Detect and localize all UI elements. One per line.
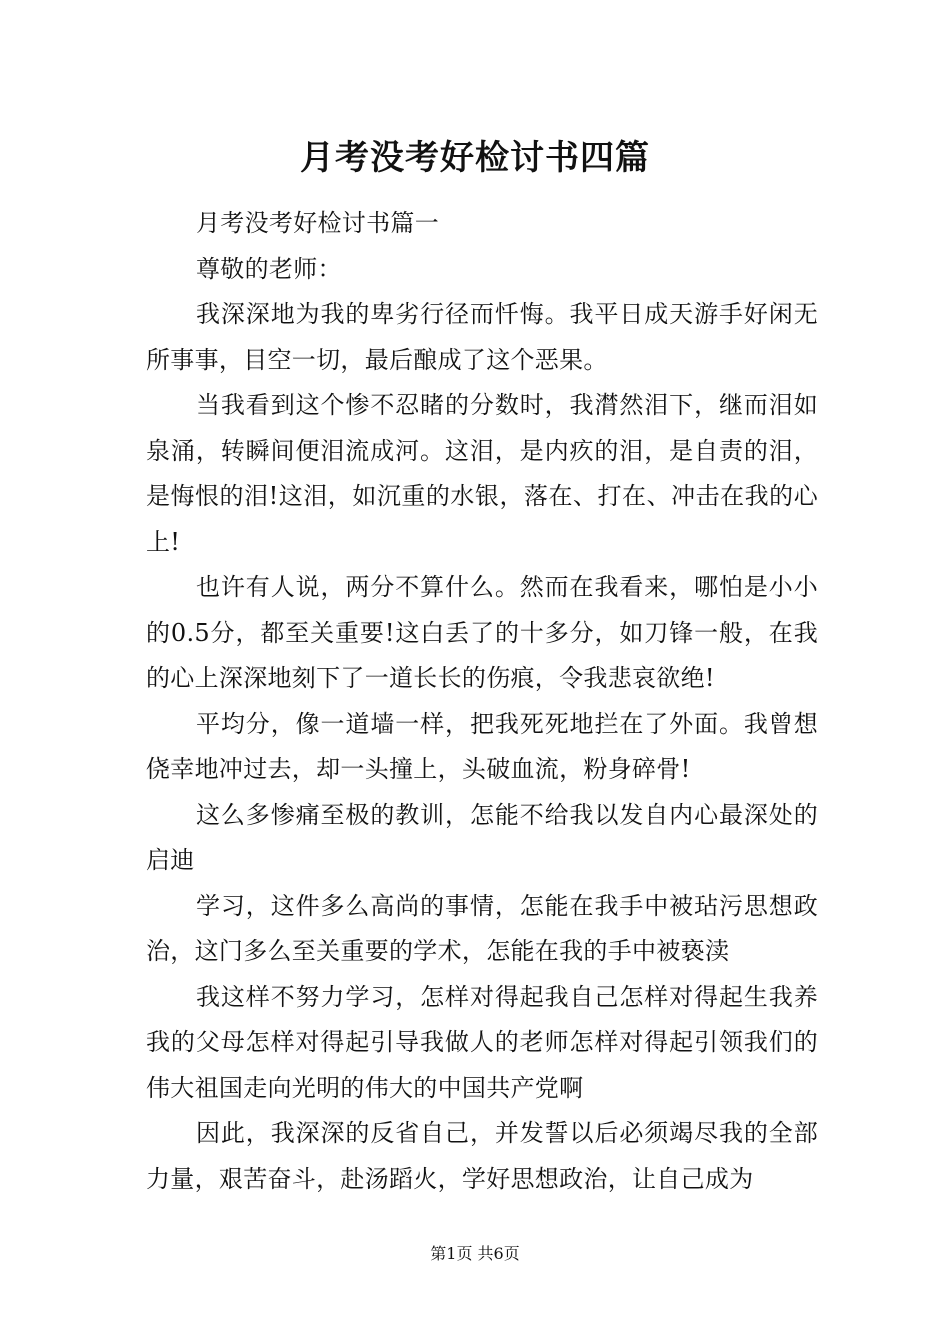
paragraph: 这么多惨痛至极的教训，怎能不给我以发自内心最深处的启迪 <box>146 800 818 874</box>
document-title: 月考没考好检讨书四篇 <box>300 138 650 178</box>
document-body <box>146 201 818 1202</box>
paragraph: 平均分，像一道墙一样，把我死死地拦在了外面。我曾想侥幸地冲过去，却一头撞上，头破血流，粉身碎骨! <box>146 709 818 783</box>
paragraph: 当我看到这个惨不忍睹的分数时，我潸然泪下，继而泪如泉涌，转瞬间便泪流成河。这泪，是内疚的泪，是自责的泪，是悔恨的泪!这泪，如沉重的水银，落在、打在、冲击在我的心上! <box>146 391 818 556</box>
paragraph: 因此，我深深的反省自己，并发誓以后必须竭尽我的全部力量，艰苦奋斗，赴汤蹈火，学好思想政治，让自己成为 <box>146 1119 818 1193</box>
paragraph: 学习，这件多么高尚的事情，怎能在我手中被玷污思想政治，这门多么至关重要的学术，怎能在我的手中被亵渎 <box>146 891 818 965</box>
paragraph: 我这样不努力学习，怎样对得起我自己怎样对得起生我养我的父母怎样对得起引导我做人的老师怎样对得起引领我们的伟大祖国走向光明的伟大的中国共产党啊 <box>146 982 818 1102</box>
page-number-footer: 第1页 共6页 <box>430 1244 520 1263</box>
salutation: 尊敬的老师： <box>196 254 342 283</box>
paragraph: 也许有人说，两分不算什么。然而在我看来，哪怕是小小的0.5分，都至关重要!这白丢了的十多分，如刀锋一般，在我的心上深深地刻下了一道长长的伤痕，令我悲哀欲绝! <box>146 573 818 692</box>
paragraph: 我深深地为我的卑劣行径而忏悔。我平日成天游手好闲无所事事，目空一切，最后酿成了这个恶果。 <box>146 300 818 374</box>
section-heading: 月考没考好检讨书篇一 <box>196 209 439 237</box>
